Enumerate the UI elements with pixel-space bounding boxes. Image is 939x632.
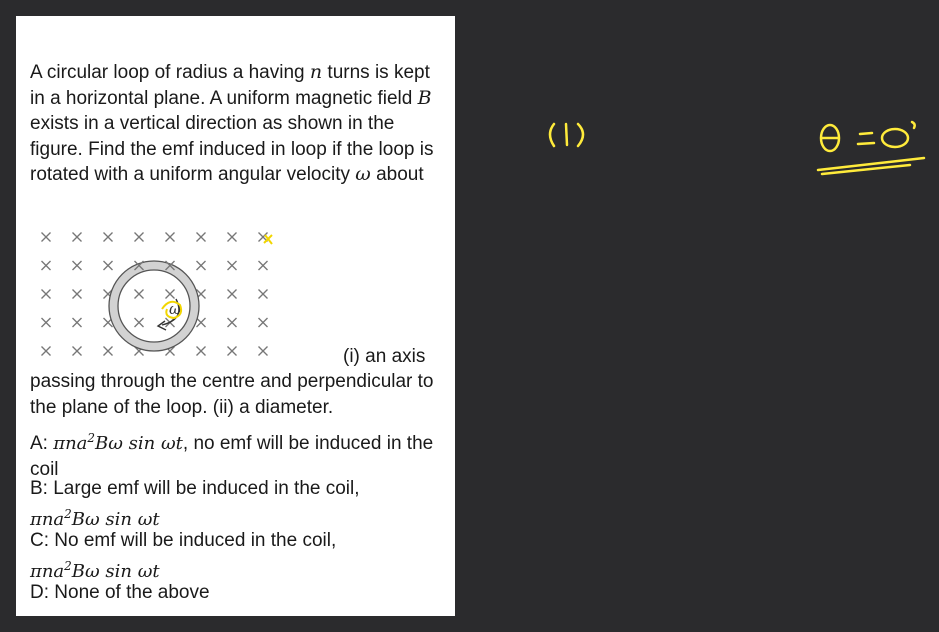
field-cross [259,290,268,299]
question-continued: passing through the centre and perpendicular to the plane of the loop. (ii) a diameter. [30,371,434,418]
option-d-text: None of the above [54,582,210,603]
field-cross [197,261,206,270]
handwritten-theta-equation [810,116,930,180]
field-cross [42,233,51,242]
field-cross [104,261,113,270]
field-cross [73,290,82,299]
question-continued-first: (i) an axis [343,346,426,367]
field-cross [228,290,237,299]
field-cross [73,233,82,242]
question-turns: turns is kept in a horizontal plane. A uniform magnetic field [30,62,430,109]
option-b-exponent: 2 [64,506,72,521]
field-cross [73,318,82,327]
field-cross [73,347,82,356]
question-intro: A circular loop of radius a having [30,62,305,83]
figure-omega: ω [169,300,182,318]
field-cross [42,347,51,356]
field-cross [166,233,175,242]
option-a-exponent: 2 [87,431,96,445]
field-cross [259,261,268,270]
field-cross [73,261,82,270]
handwritten-part-label [540,118,600,152]
option-d-label: D: [30,582,49,603]
option-b[interactable] [30,476,446,532]
field-cross [135,233,144,242]
theta-eq-text: θ = 0° [810,116,813,117]
field-cross [228,261,237,270]
field-cross [42,290,51,299]
question-middle: exists in a vertical direction as shown in the figure. Find the emf induced in loop if the loop is rotated with a uniform angular velocity [30,113,434,185]
var-b: B [417,86,432,109]
field-cross [42,261,51,270]
field-cross [228,233,237,242]
option-b-text: Large emf will be induced in the coil, [53,478,360,499]
field-cross [259,347,268,356]
question-card [16,16,455,616]
option-c-label: C: [30,530,49,551]
option-c-formula: πna$^2$Bω sin ωt [30,558,160,582]
option-a-text: , no emf will be induced in the coil [30,433,434,480]
option-a[interactable] [30,426,446,482]
option-c-exponent: 2 [64,558,72,573]
option-c[interactable] [30,528,446,584]
field-cross [228,347,237,356]
option-b-formula: πna$^2$Bω sin ωt [30,506,160,530]
field-cross [104,347,113,356]
field-cross [42,318,51,327]
field-cross [259,318,268,327]
field-cross [104,233,113,242]
option-a-formula: πna$^2$Bω sin ωt [53,431,183,454]
var-omega: ω [355,163,371,185]
option-c-text: No emf will be induced in the coil, [54,530,337,551]
part-label-text: (1) [540,118,542,119]
option-d[interactable] [30,580,446,606]
question-end: about [376,164,424,185]
field-cross [197,318,206,327]
option-b-label: B: [30,478,48,499]
option-a-label: A: [30,433,48,454]
var-n: n [309,61,323,83]
field-cross [228,318,237,327]
field-cross [197,233,206,242]
question-text [30,60,446,188]
field-cross [197,347,206,356]
magnetic-field-figure [36,221,276,361]
